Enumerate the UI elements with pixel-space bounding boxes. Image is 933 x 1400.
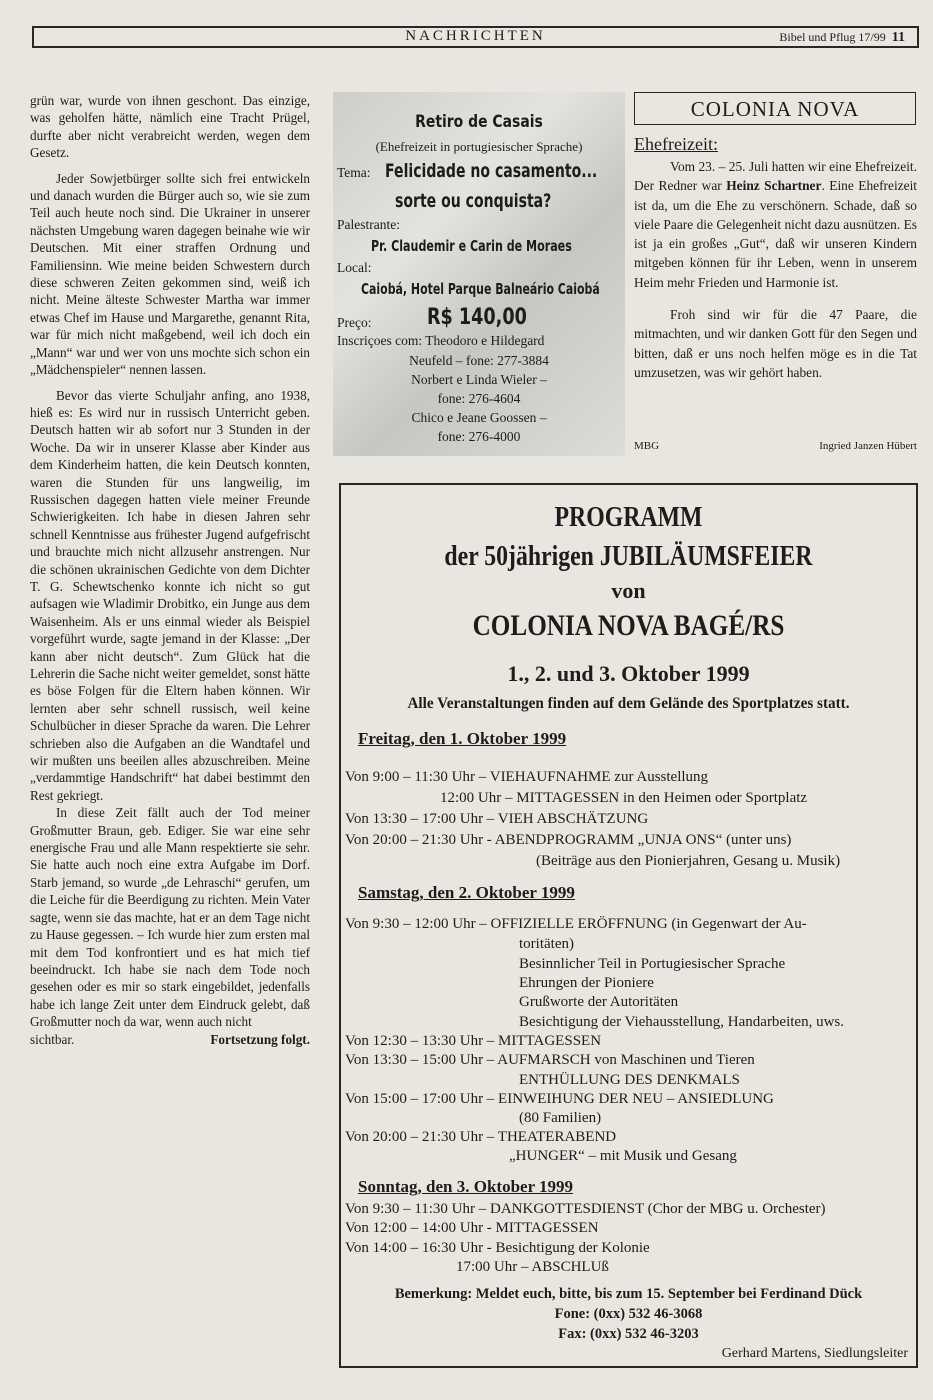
preco-label: Preço: <box>337 315 372 330</box>
schedule-line: (Beiträge aus den Pionierjahren, Gesang u. Musik) <box>536 853 841 869</box>
text: . Eine Ehefreizeit ist da, um die Ehe zu verschönern. Schade, daß so viele Paare die Gelegenheit nicht dazu ausnützen. Es ist ja ein großes „Gut“, daß wir unseren Kindern mitgeben können für ihr Leben, wenn in unserem Heim mehr Frieden und Harmonie ist. <box>634 178 918 290</box>
paragraph: Froh sind wir für die 47 Paare, die mitmachten, und wir danken Gott für den Segen und bitten, daß er uns noch helfen möge es in die Tat umzusetzen, was wir gehört haben. <box>634 307 917 380</box>
programm-box <box>339 483 918 1368</box>
programm-colony: COLONIA NOVA BAGÉ/RS <box>472 609 785 642</box>
publication-name: Bibel und Pflug 17/99 <box>779 30 886 44</box>
schedule-line: Von 12:00 – 14:00 Uhr - MITTAGESSEN <box>345 1220 599 1236</box>
publication-info <box>779 30 905 46</box>
tema-line-1: Felicidade no casamento... <box>385 160 598 182</box>
page-header <box>32 26 919 48</box>
paragraph: Bevor das vierte Schuljahr anfing, ano 1938, hieß es: Es wird nur in russisch Unterricht geben. Deutsch hatten wir ab sofort nur 3 Stunden in der Woche. Da wir in unserer Klasse aber Kinder aus dem Kinderheim hatten, die kein Deutsch konnten, waren die Stunden für uns langweilig, im Russischen dagegen hatten viele meiner Freunde Schwierigkeiten. Ich habe in diesen Jahren sehr schnell Kenntnisse aus frühester Jugend aufgefrischt und brauchte mich nicht allzusehr anstrengen. Nur die schönen ukrainischen Gedichte von dem Dichter T. G. Schewtschenko konnte ich nicht so gut aufsagen wie Wladimir Drobitko, ein Junge aus dem Waisenheim. Als er uns einmal wieder als Beispiel vorgeführt wurde, sagte jemand in der Klasse: „Der kann aber nicht deutsch“. Zum Glück hat die Lehrerin die Sache nicht weiter gemeldet, sonst hätte es böse Folgen für die Eltern haben können. Wir lernten aber sehr schnell russisch, weil keine Schulbücher in dieser Sprache da waren. Die Lehrer schrieben also die Aufgaben an die Wandtafel und wir mußten uns beeilen alles abzuschreiben. Meine „verdammtige Handschrift“ hat dabei bestimmt den Rest gekriegt. <box>30 387 310 803</box>
local-value: Caiobá, Hotel Parque Balneário Caiobá <box>361 280 600 298</box>
retiro-subtitle: (Ehefreizeit in portugiesischer Sprache) <box>375 139 583 154</box>
article-signature <box>634 440 917 452</box>
day-heading-sonntag: Sonntag, den 3. Oktober 1999 <box>358 1177 574 1196</box>
schedule-line: ENTHÜLLUNG DES DENKMALS <box>519 1072 740 1088</box>
schedule-line: Ehrungen der Pioniere <box>519 975 654 991</box>
paragraph: In diese Zeit fällt auch der Tod meiner Großmutter Braun, geb. Ediger. Sie war eine sehr energische Frau und alle Mann respektierte sie sehr. Sie hatte auch noch eine extra Aufgabe im Dorf. Starb jemand, so wurde „de Lehraschi“ gerufen, um die Leiche für die Beerdigung zu richten. Mein Vater sagte, wenn sie das machte, hat er an dem Tage nicht zu Hause gegessen. – Ich wurde hier zum ersten mal mit dem Tod konfrontiert und es hat mich tief beeindruckt. Ich habe sie nach dem Tode noch gesehen oder es mir so stark eingebildet, jedenfalls habe ich lange Zeit unter dem Eindruck gelebt, daß Großmutter noch da war, wenn auch nicht <box>30 805 310 1030</box>
schedule-line: Von 15:00 – 17:00 Uhr – EINWEIHUNG DER NEU – ANSIEDLUNG <box>345 1091 774 1107</box>
contact-line: fone: 276-4000 <box>437 429 521 444</box>
day-heading-samstag: Samstag, den 2. Oktober 1999 <box>358 883 575 902</box>
schedule-line: Von 9:00 – 11:30 Uhr – VIEHAUFNAHME zur Ausstellung <box>345 769 709 785</box>
tema-label: Tema: <box>337 165 371 180</box>
schedule-line: 12:00 Uhr – MITTAGESSEN in den Heimen oder Sportplatz <box>440 790 808 806</box>
schedule-line: toritäten) <box>519 936 574 952</box>
schedule-line: Grußworte der Autoritäten <box>519 994 679 1010</box>
contact-line: fone: 276-4604 <box>437 391 521 406</box>
programm-subtitle: der 50jährigen JUBILÄUMSFEIER <box>444 540 813 572</box>
schedule-line: Von 9:30 – 11:30 Uhr – DANKGOTTESDIENST (Chor der MBG u. Orchester) <box>345 1201 826 1217</box>
programm-dates: 1., 2. und 3. Oktober 1999 <box>507 661 750 686</box>
schedule-line: (80 Familien) <box>519 1110 602 1126</box>
programm-remark: Bemerkung: Meldet euch, bitte, bis zum 15. September bei Ferdinand Dück <box>394 1286 863 1302</box>
ehefreizeit-subheading: Ehefreizeit: <box>634 134 718 154</box>
programm-phone: Fone: (0xx) 532 46-3068 <box>554 1306 703 1322</box>
paragraph <box>634 157 917 292</box>
ehefreizeit-article <box>634 157 917 382</box>
retiro-title: Retiro de Casais <box>415 112 543 132</box>
schedule-line: Besichtigung der Viehausstellung, Handarbeiten, uws. <box>519 1014 845 1030</box>
tema-line-2: sorte ou conquista? <box>395 190 552 212</box>
left-column-article <box>30 92 310 1048</box>
signature-author: Ingried Janzen Hübert <box>819 440 917 452</box>
preco-value: R$ 140,00 <box>427 305 527 330</box>
page-number: 11 <box>891 30 905 45</box>
schedule-line: Von 20:00 – 21:30 Uhr - ABENDPROGRAMM „UNJA ONS“ (unter uns) <box>345 832 792 848</box>
schedule-line: Von 13:30 – 15:00 Uhr – AUFMARSCH von Maschinen und Tieren <box>345 1052 755 1068</box>
contact-line: Neufeld – fone: 277-3884 <box>409 353 549 368</box>
text: Vom 23. – 25. Juli hatten wir eine Ehefreizeit. Der Redner war <box>634 159 917 194</box>
palestrante-value: Pr. Claudemir e Carin de Moraes <box>371 237 572 255</box>
programm-location: Alle Veranstaltungen finden auf dem Gelände des Sportplatzes statt. <box>407 695 850 712</box>
programm-fax: Fax: (0xx) 532 46-3203 <box>558 1326 699 1342</box>
continuation-line <box>30 1031 310 1048</box>
speaker-name: Heinz Schartner <box>726 178 822 194</box>
section-title: NACHRICHTEN <box>405 28 546 44</box>
schedule-line: Von 9:30 – 12:00 Uhr – OFFIZIELLE ERÖFFNUNG (in Gegenwart der Au- <box>345 916 807 932</box>
schedule-line: Von 14:00 – 16:30 Uhr - Besichtigung der Kolonie <box>345 1240 650 1256</box>
programm-signature: Gerhard Martens, Siedlungsleiter <box>721 1346 908 1361</box>
retiro-advertisement <box>333 92 625 456</box>
programm-title: PROGRAMM <box>554 501 703 533</box>
schedule-line: Von 12:30 – 13:30 Uhr – MITTAGESSEN <box>345 1033 602 1049</box>
continued-note: Fortsetzung folgt. <box>210 1031 310 1047</box>
schedule-line: „HUNGER“ – mit Musik und Gesang <box>509 1148 737 1164</box>
paragraph: grün war, wurde von ihnen geschont. Das einzige, was geholfen hätte, nämlich eine Tracht Prügel, durfte aber nicht verabreicht werden, wegen dem Gesetz. <box>30 93 310 161</box>
programm-von: von <box>611 578 646 603</box>
schedule-line: Von 20:00 – 21:30 Uhr – THEATERABEND <box>345 1129 617 1145</box>
last-word: sichtbar. <box>30 1031 75 1047</box>
schedule-line: 17:00 Uhr – ABSCHLUß <box>456 1259 609 1275</box>
palestrante-label: Palestrante: <box>337 217 400 232</box>
contact-line: Norbert e Linda Wieler – <box>411 372 547 387</box>
schedule-line: Von 13:30 – 17:00 Uhr – VIEH ABSCHÄTZUNG <box>345 811 649 827</box>
day-heading-freitag: Freitag, den 1. Oktober 1999 <box>358 729 567 748</box>
signature-org: MBG <box>634 440 660 452</box>
contact-line: Chico e Jeane Goossen – <box>411 410 547 425</box>
local-label: Local: <box>337 260 372 275</box>
paragraph: Jeder Sowjetbürger sollte sich frei entwickeln und danach wurden die Bürger auch so, wie sie zum Teil auch heute noch sind. Die Ukrainer in unserer nächsten Umgebung waren dagegen beinahe wie wir Deutschen. Mit einer straffen Ordnung und Familiensinn. Wie meine beiden Schwestern durch diese schweren Zeiten gekommen sind, weiß ich nicht. Meine älteste Schwester Martha war immer etwas Chef im Hause und Margarethe, genannt Rita, war für mich nicht maßgebend, weil ich doch ein „Mann“ war und wer von uns mochte sich schon ein „Mädchenspieler“ nennen lassen. <box>30 170 310 378</box>
colonia-nova-heading: COLONIA NOVA <box>634 92 916 125</box>
schedule-line: Besinnlicher Teil in Portugiesischer Sprache <box>519 956 786 972</box>
inscricoes-text: Inscriçoes com: Theodoro e Hildegard <box>337 333 545 348</box>
